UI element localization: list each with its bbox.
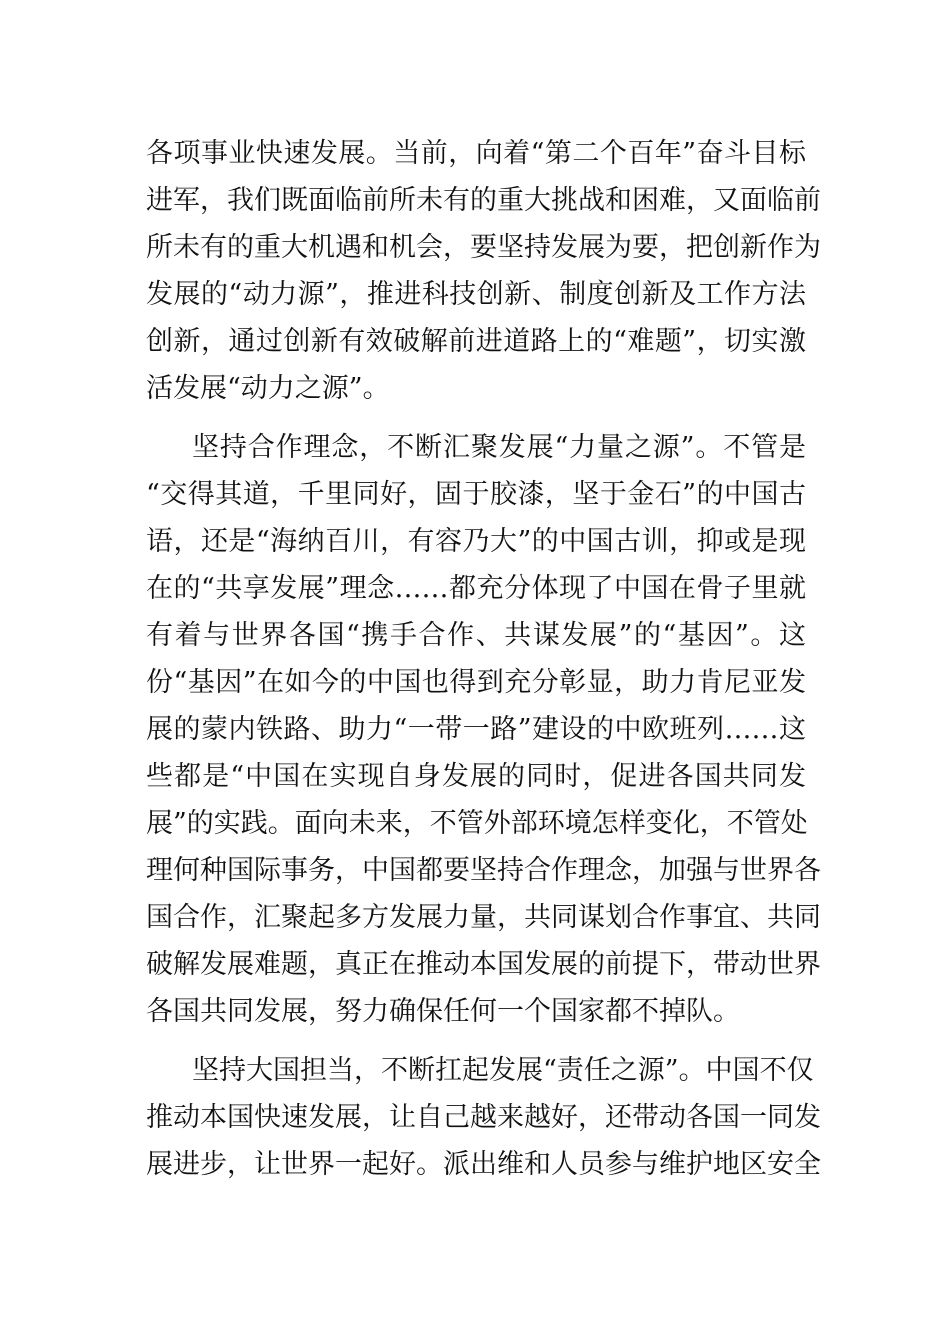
text-line: “交得其道，千里同好，固于胶漆，坚于金石”的中国古 [146, 479, 806, 510]
text-line: 发展的“动力源”，推进科技创新、制度创新及工作方法 [146, 279, 806, 310]
text-line: 国合作，汇聚起多方发展力量，共同谋划合作事宜、共同 [146, 902, 821, 933]
text-line: 份“基因”在如今的中国也得到充分彰显，助力肯尼亚发 [146, 667, 806, 698]
paragraph-first-line: 坚持大国担当，不断扛起发展“责任之源”。中国不仅 [192, 1055, 814, 1086]
text-line: 所未有的重大机遇和机会，要坚持发展为要，把创新作为 [146, 232, 821, 263]
text-line: 在的“共享发展”理念……都充分体现了中国在骨子里就 [146, 573, 806, 604]
text-line: 创新，通过创新有效破解前进道路上的“难题”，切实激 [146, 326, 806, 357]
text-line: 展的蒙内铁路、助力“一带一路”建设的中欧班列……这 [146, 714, 806, 745]
text-line: 破解发展难题，真正在推动本国发展的前提下，带动世界 [146, 949, 821, 980]
text-line: 各项事业快速发展。当前，向着“第二个百年”奋斗目标 [146, 138, 806, 169]
text-line: 活发展“动力之源”。 [146, 373, 390, 404]
text-line: 展进步，让世界一起好。派出维和人员参与维护地区安全 [146, 1149, 821, 1180]
text-line: 语，还是“海纳百川，有容乃大”的中国古训，抑或是现 [146, 526, 806, 557]
text-line: 些都是“中国在实现自身发展的同时，促进各国共同发 [146, 761, 806, 792]
text-line: 有着与世界各国“携手合作、共谋发展”的“基因”。这 [146, 620, 806, 651]
text-line: 各国共同发展，努力确保任何一个国家都不掉队。 [146, 996, 740, 1027]
paragraph-first-line: 坚持合作理念，不断汇聚发展“力量之源”。不管是 [192, 432, 806, 463]
text-line: 理何种国际事务，中国都要坚持合作理念，加强与世界各 [146, 855, 821, 886]
text-line: 推动本国快速发展，让自己越来越好，还带动各国一同发 [146, 1102, 821, 1133]
text-line: 进军，我们既面临前所未有的重大挑战和困难，又面临前 [146, 185, 821, 216]
text-line: 展”的实践。面向未来，不管外部环境怎样变化，不管处 [146, 808, 808, 839]
